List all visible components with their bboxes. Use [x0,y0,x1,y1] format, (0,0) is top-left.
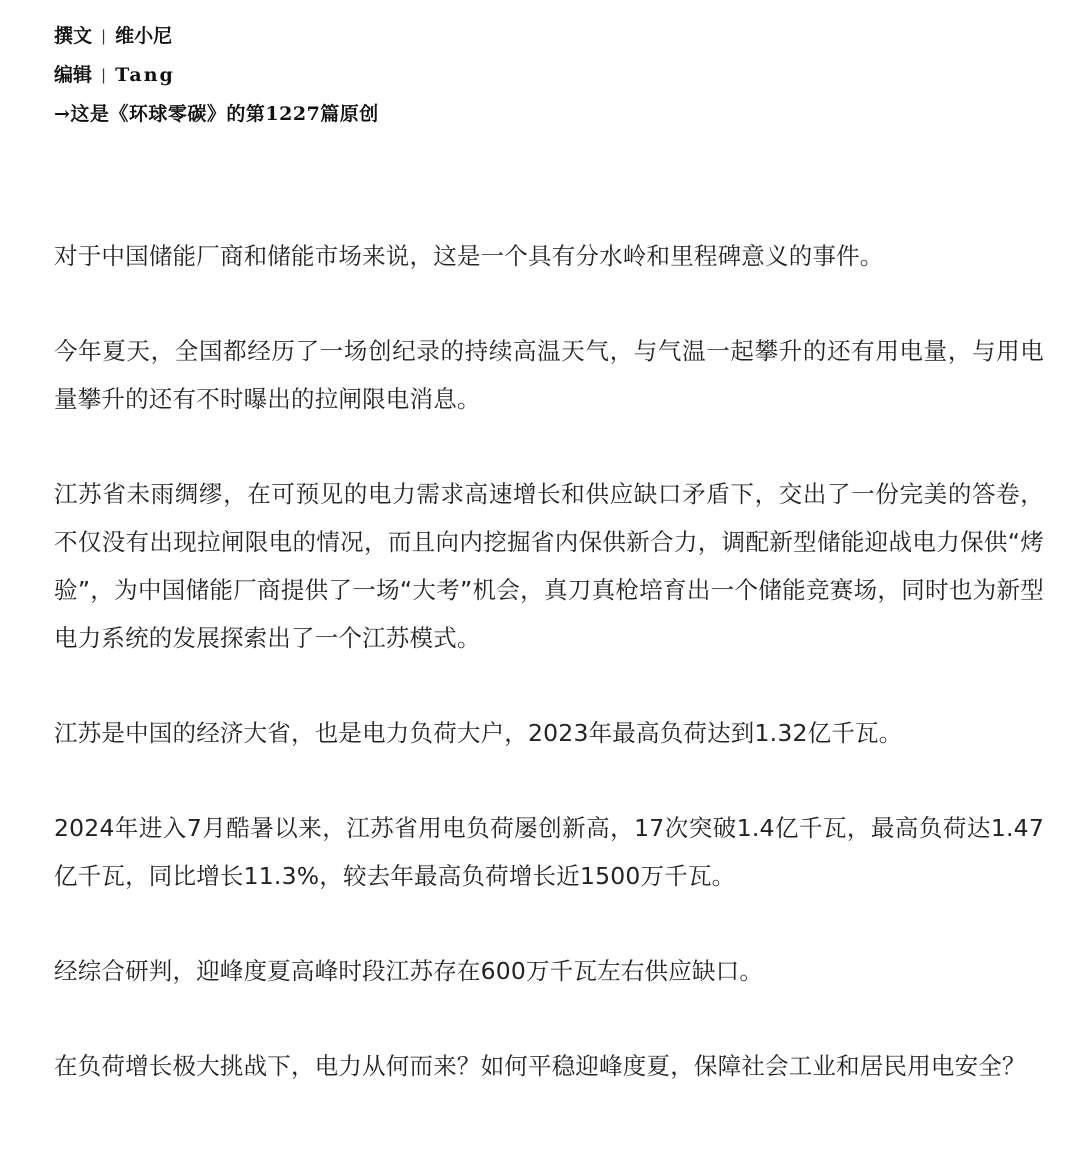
paragraph: 对于中国储能厂商和储能市场来说，这是一个具有分水岭和里程碑意义的事件。 [54,242,884,270]
paragraph: 2024年进入7月酷暑以来，江苏省用电负荷屡创新高，17次突破1.4亿千瓦，最高负荷达1.47亿千瓦，同比增长11.3%，较去年最高负荷增长近1500万千瓦。 [54,814,1044,890]
paragraph: 江苏省未雨绸缪，在可预见的电力需求高速增长和供应缺口矛盾下，交出了一份完美的答卷，不仅没有出现拉闸限电的情况，而且向内挖掘省内保供新合力，调配新型储能迎战电力保供“烤验”，为中国储能厂商提供了一场“大考”机会，真刀真枪培育出一个储能竞赛场，同时也为新型电力系统的发展探索出了一个江苏模式。 [54,480,1044,652]
editor-name: Tang [115,64,175,86]
author-label: 撰文 [54,25,93,47]
article-body [54,232,1044,1137]
paragraph: 在负荷增长极大挑战下，电力从何而来？如何平稳迎峰度夏，保障社会工业和居民用电安全？ [54,1052,1026,1080]
paragraph: 江苏是中国的经济大省，也是电力负荷大户，2023年最高负荷达到1.32亿千瓦。 [54,719,903,747]
paragraph: 今年夏天，全国都经历了一场创纪录的持续高温天气，与气温一起攀升的还有用电量，与用电量攀升的还有不时曝出的拉闸限电消息。 [54,337,1044,413]
article-byline [54,22,1044,139]
paragraph: 经综合研判，迎峰度夏高峰时段江苏存在600万千瓦左右供应缺口。 [54,957,764,985]
editor-label: 编辑 [54,64,93,86]
author-line [54,22,1044,50]
original-note: →这是《环球零碳》的第1227篇原创 [54,103,379,125]
author-name: 维小尼 [115,25,173,47]
author-separator: | [101,27,107,45]
editor-separator: | [101,66,107,84]
editor-line [54,61,1044,89]
